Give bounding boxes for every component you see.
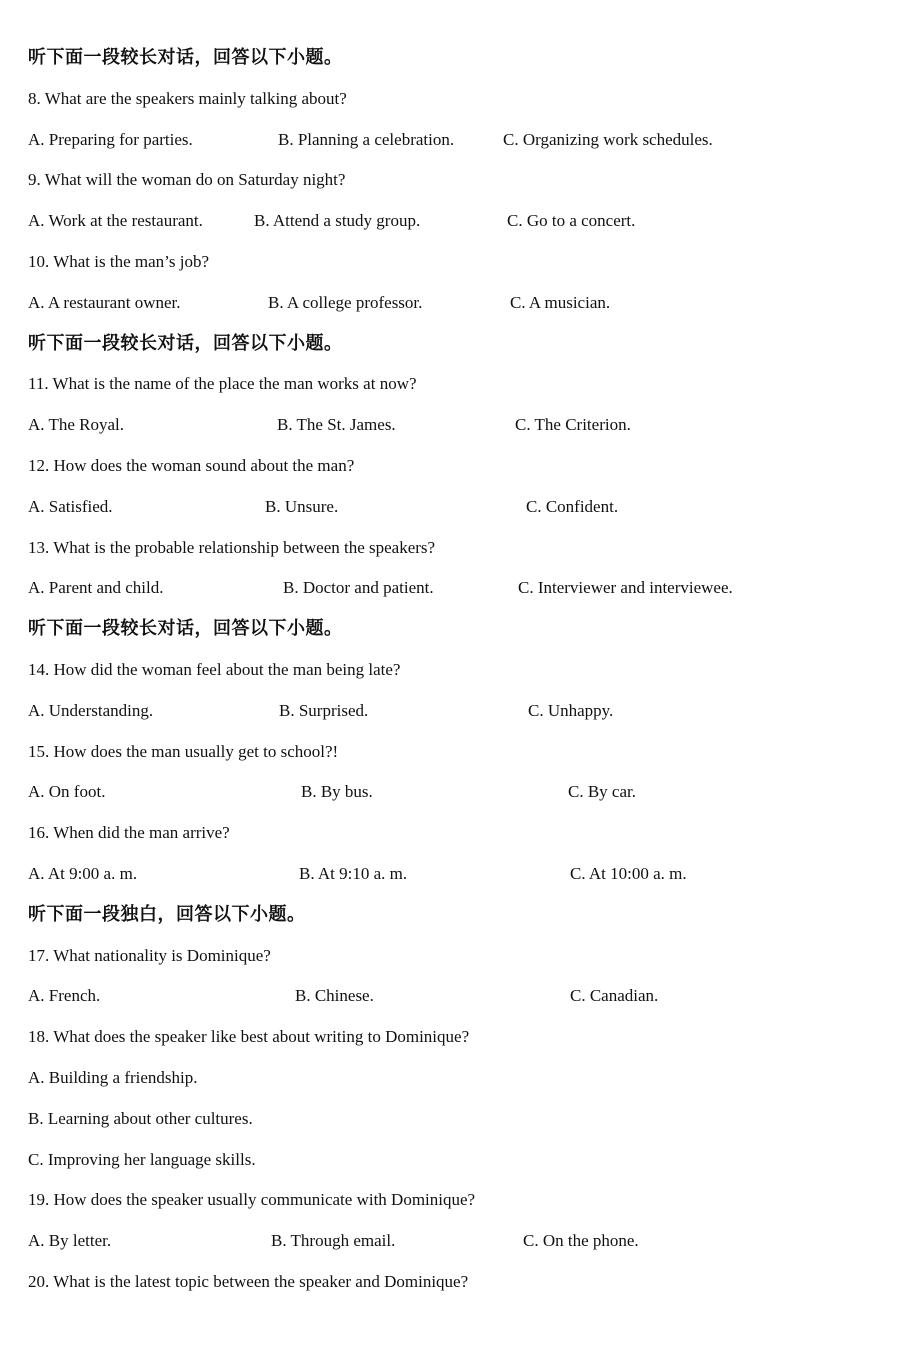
option-a: A. At 9:00 a. m. <box>28 863 138 883</box>
option-b: B. Surprised. <box>279 700 369 720</box>
section-heading: 听下面一段较长对话，回答以下小题。 <box>28 332 343 354</box>
option-c: C. At 10:00 a. m. <box>570 863 687 883</box>
options-12 <box>28 487 878 528</box>
question-20: 20. What is the latest topic between the speaker and Dominique? <box>28 1271 469 1291</box>
option-a: A. Understanding. <box>28 700 154 720</box>
question-13: 13. What is the probable relationship between the speakers? <box>28 537 436 557</box>
option-c: C. Improving her language skills. <box>28 1149 256 1169</box>
option-b: B. Chinese. <box>295 986 374 1006</box>
option-a: A. Preparing for parties. <box>28 129 193 149</box>
options-13 <box>28 568 878 609</box>
option-b: B. Planning a celebration. <box>278 129 455 149</box>
option-c: C. Go to a concert. <box>507 211 636 231</box>
options-16 <box>28 854 878 895</box>
options-8 <box>28 120 878 161</box>
option-b: B. The St. James. <box>277 415 396 435</box>
options-17 <box>28 976 878 1017</box>
options-19 <box>28 1221 878 1262</box>
option-a: A. Parent and child. <box>28 578 164 598</box>
options-10 <box>28 283 878 324</box>
option-b: B. A college professor. <box>268 292 423 312</box>
options-9 <box>28 201 878 242</box>
option-c: C. On the phone. <box>523 1231 639 1251</box>
question-12: 12. How does the woman sound about the man? <box>28 455 355 475</box>
option-b: B. By bus. <box>301 782 373 802</box>
option-a: A. On foot. <box>28 782 106 802</box>
options-14 <box>28 691 878 732</box>
option-b: B. Doctor and patient. <box>283 578 434 598</box>
option-b: B. Learning about other cultures. <box>28 1108 253 1128</box>
option-a: A. Building a friendship. <box>28 1067 198 1087</box>
option-c: C. Organizing work schedules. <box>503 129 713 149</box>
option-c: C. Canadian. <box>570 986 659 1006</box>
option-a: A. The Royal. <box>28 415 125 435</box>
options-11 <box>28 405 878 446</box>
option-a: A. By letter. <box>28 1231 112 1251</box>
question-16: 16. When did the man arrive? <box>28 823 230 843</box>
option-c: C. By car. <box>568 782 636 802</box>
option-c: C. A musician. <box>510 292 611 312</box>
option-a: A. Work at the restaurant. <box>28 211 203 231</box>
question-10: 10. What is the man’s job? <box>28 251 209 271</box>
question-8: 8. What are the speakers mainly talking about? <box>28 88 347 108</box>
option-b: B. Unsure. <box>265 496 339 516</box>
question-18: 18. What does the speaker like best about writing to Dominique? <box>28 1027 470 1047</box>
option-c: C. Unhappy. <box>528 700 614 720</box>
question-17: 17. What nationality is Dominique? <box>28 945 271 965</box>
question-11: 11. What is the name of the place the man works at now? <box>28 374 417 394</box>
question-14: 14. How did the woman feel about the man being late? <box>28 659 401 679</box>
section-heading: 听下面一段独白，回答以下小题。 <box>28 903 306 925</box>
option-a: A. A restaurant owner. <box>28 292 181 312</box>
section-heading: 听下面一段较长对话，回答以下小题。 <box>28 47 343 68</box>
option-b: B. Through email. <box>271 1231 396 1251</box>
option-c: C. The Criterion. <box>515 415 631 435</box>
section-heading: 听下面一段较长对话，回答以下小题。 <box>28 618 343 640</box>
question-15: 15. How does the man usually get to school?! <box>28 741 339 761</box>
option-c: C. Confident. <box>526 496 619 516</box>
option-b: B. At 9:10 a. m. <box>299 863 408 883</box>
question-9: 9. What will the woman do on Saturday night? <box>28 170 346 190</box>
option-a: A. French. <box>28 986 101 1006</box>
option-c: C. Interviewer and interviewee. <box>518 578 733 598</box>
exam-page <box>28 38 878 1303</box>
options-15 <box>28 772 878 813</box>
question-19: 19. How does the speaker usually communicate with Dominique? <box>28 1190 476 1210</box>
option-b: B. Attend a study group. <box>254 211 421 231</box>
option-a: A. Satisfied. <box>28 496 113 516</box>
